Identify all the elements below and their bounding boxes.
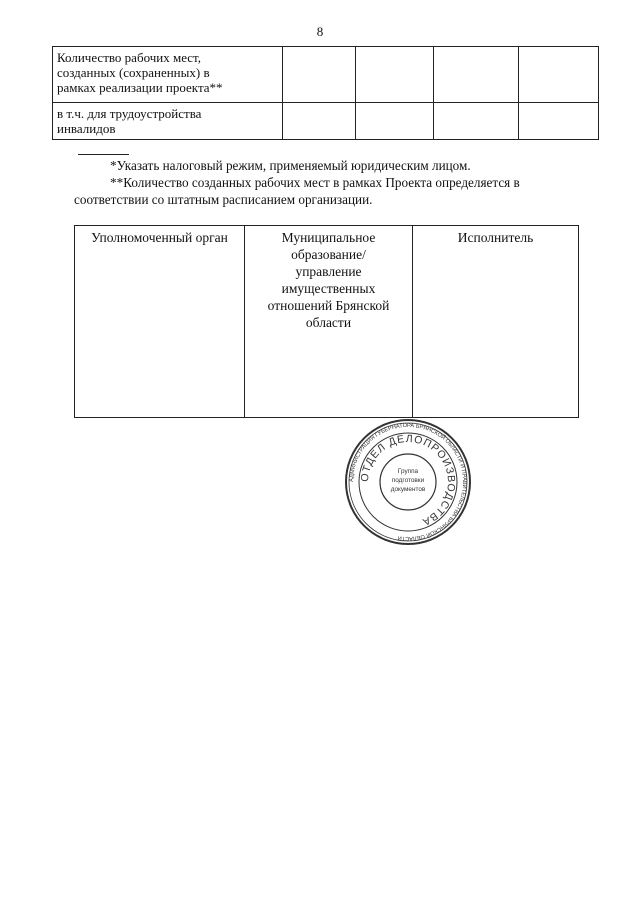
row-label-disabled: [53, 103, 283, 140]
table-cell: [356, 103, 434, 140]
cell-line: отношений Брянской: [267, 298, 390, 313]
label-line: Количество рабочих мест,: [57, 50, 202, 65]
stamp-center-line: Группа: [397, 468, 419, 475]
footnote-divider: [78, 154, 129, 155]
footnote-jobs: **Количество созданных рабочих мест в рамках Проекта определяется в соответствии со штатным расписанием организации.: [74, 175, 520, 207]
employment-table: [52, 46, 599, 140]
stamp-center-line: документов: [390, 486, 426, 493]
signature-table: [74, 225, 579, 418]
row-label-jobs: [53, 47, 283, 103]
stamp-seal: [344, 418, 472, 546]
table-cell: [519, 103, 599, 140]
executor-cell: [413, 226, 579, 418]
table-row: [53, 47, 599, 103]
municipality-cell: [245, 226, 413, 418]
label-line: созданных (сохраненных) в: [57, 65, 210, 80]
table-cell: [356, 47, 434, 103]
page-number: 8: [316, 24, 324, 39]
table-cell: [434, 103, 519, 140]
table-cell: [434, 47, 519, 103]
label-line: рамках реализации проекта**: [57, 80, 223, 95]
cell-line: управление: [295, 264, 362, 279]
table-row: [53, 103, 599, 140]
cell-line: имущественных: [281, 281, 376, 296]
label-line: инвалидов: [57, 121, 116, 136]
table-cell: [519, 47, 599, 103]
stamp-ring-text: ОТДЕЛ ДЕЛОПРОИЗВОДСТВА: [358, 432, 458, 529]
cell-line: Уполномоченный орган: [91, 230, 228, 245]
table-cell: [283, 103, 356, 140]
stamp-center-line: подготовки: [391, 477, 425, 484]
authorized-body-cell: [75, 226, 245, 418]
cell-line: Исполнитель: [457, 230, 534, 245]
cell-line: образование/: [291, 247, 366, 262]
footnote-tax-regime: *Указать налоговый режим, применяемый юридическим лицом.: [110, 158, 471, 173]
table-cell: [283, 47, 356, 103]
stamp-outer-text: АДМИНИСТРАЦИЯ ГУБЕРНАТОРА БРЯНСКОЙ ОБЛАСТИ И ПРАВИТЕЛЬСТВА БРЯНСКОЙ ОБЛАСТИ: [348, 422, 468, 542]
cell-line: Муниципальное: [281, 230, 376, 245]
cell-line: области: [305, 315, 352, 330]
table-row: [75, 226, 579, 418]
footnotes: [74, 157, 586, 208]
label-line: в т.ч. для трудоустройства: [57, 106, 202, 121]
